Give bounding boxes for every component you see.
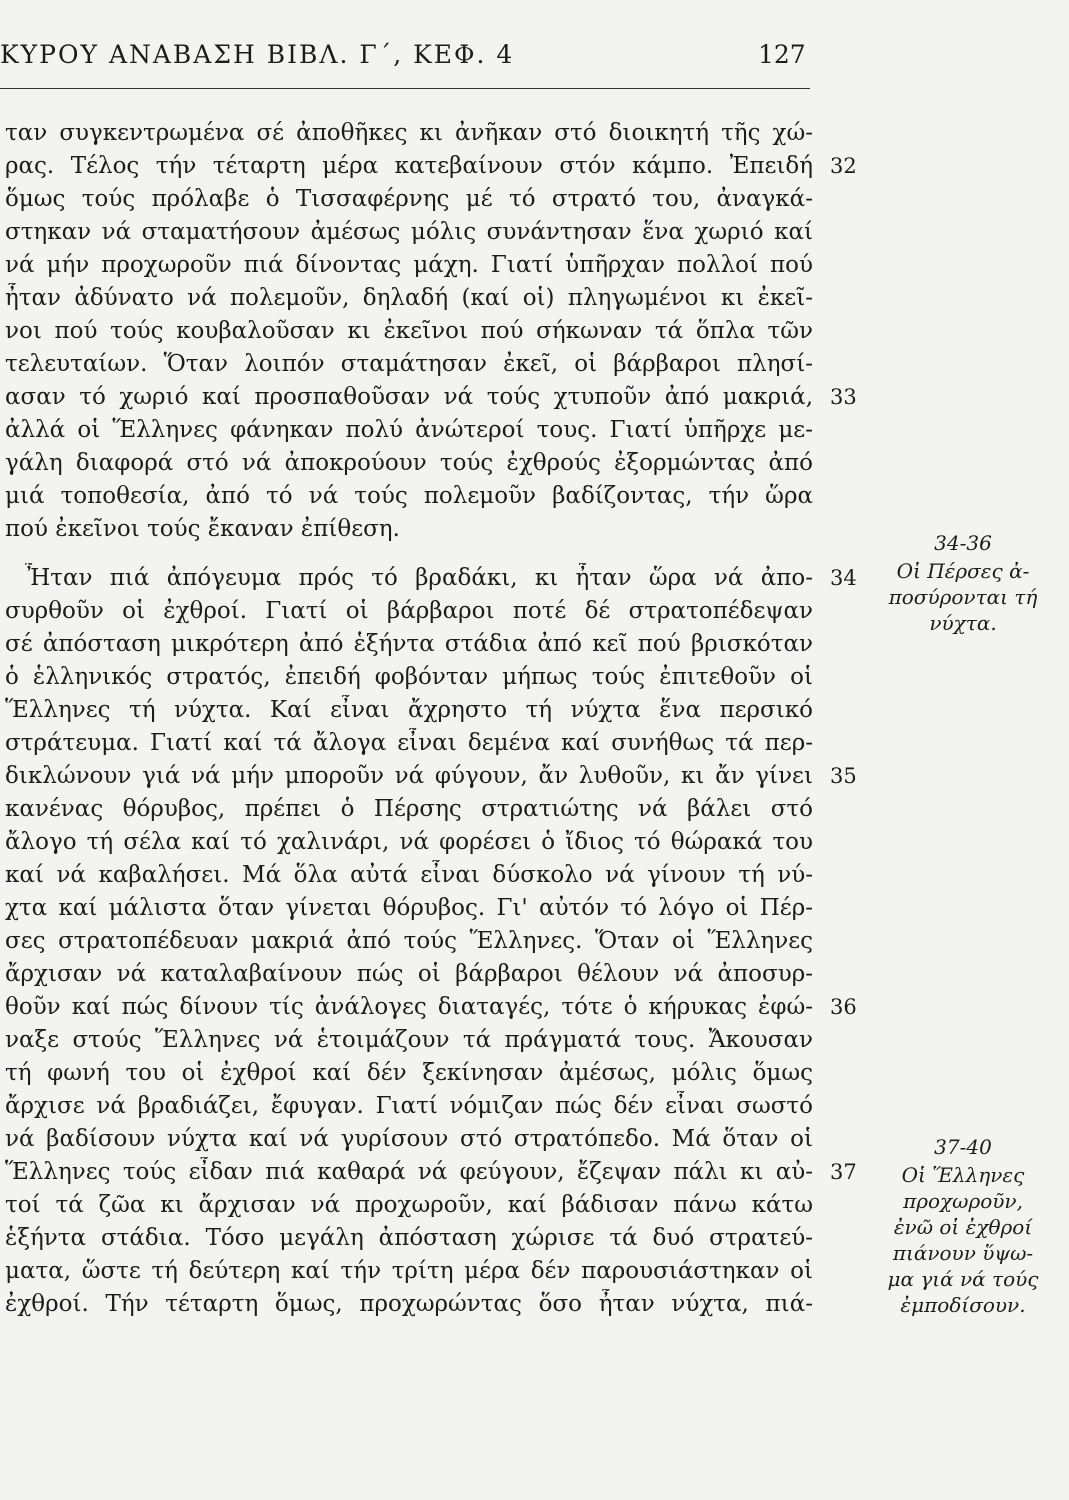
margin-note-line: ἐνῶ οἱ ἐχθροί [893,1215,1033,1239]
page-number: 127 [758,40,806,69]
margin-note [868,1134,1058,1318]
text-line: μιά τοποθεσία, ἀπό τό νά τούς πολεμοῦν βαδίζοντας, τήν ὥρα [5,483,813,509]
text-line: ναξε στούς Ἕλληνες νά ἑτοιμάζουν τά πράγματά τους. Ἄκουσαν [5,1027,813,1053]
text-line: ὅμως τούς πρόλαβε ὁ Τισσαφέρνης μέ τό στρατό του, ἀναγκά- [5,186,813,212]
text-line: ἄρχισαν νά καταλαβαίνουν πώς οἱ βάρβαροι θέλουν νά ἀποσυρ- [5,961,813,987]
text-line: νοι πού τούς κουβαλοῦσαν κι ἐκεῖνοι πού σήκωναν τά ὅπλα τῶν [5,318,813,344]
text-line: Ἕλληνες τούς εἶδαν πιά καθαρά νά φεύγουν, ἔζεψαν πάλι κι αὐ- [5,1159,813,1185]
section-number: 34 [830,566,857,590]
margin-note-range: 34-36 [934,531,992,555]
margin-note-line: προχωροῦν, [903,1189,1023,1213]
running-header-title: ΚΥΡΟΥ ΑΝΑΒΑΣΗ ΒΙΒΛ. Γ΄, ΚΕΦ. 4 [0,40,515,69]
text-line: ματα, ὥστε τή δεύτερη καί τήν τρίτη μέρα δέν παρουσιάστηκαν οἱ [5,1258,813,1284]
section-number: 33 [830,385,857,409]
text-line: στράτευμα. Γιατί καί τά ἄλογα εἶναι δεμένα καί συνήθως τά περ- [5,730,813,756]
section-number: 37 [830,1160,857,1184]
text-line: ἑξήντα στάδια. Τόσο μεγάλη ἀπόσταση χώρισε τά δυό στρατεύ- [5,1225,813,1251]
text-line: ἄρχισε νά βραδιάζει, ἔφυγαν. Γιατί νόμιζαν πώς δέν εἶναι σωστό [5,1093,813,1119]
text-line: τελευταίων. Ὅταν λοιπόν σταμάτησαν ἐκεῖ, οἱ βάρβαροι πλησί- [5,351,813,377]
margin-note-line: νύχτα. [929,611,997,635]
text-line: Ἦταν πιά ἀπόγευμα πρός τό βραδάκι, κι ἦταν ὥρα νά ἀπο- [25,565,813,591]
margin-note-line: πιάνουν ὕψω- [892,1241,1034,1265]
text-line: ἄλογο τή σέλα καί τό χαλινάρι, νά φορέσει ὁ ἴδιος τό θώρακά του [5,829,813,855]
section-number: 32 [830,154,857,178]
text-line: πού ἐκεῖνοι τούς ἔκαναν ἐπίθεση. [5,516,400,542]
text-line: νά μήν προχωροῦν πιά δίνοντας μάχη. Γιατί ὑπῆρχαν πολλοί πού [5,252,813,278]
margin-note-line: μα γιά νά τούς [887,1267,1039,1291]
text-line: καί νά καβαλήσει. Μά ὅλα αὐτά εἶναι δύσκολο νά γίνουν τή νύ- [5,862,813,888]
margin-note [868,530,1058,636]
text-line: σες στρατοπέδευαν μακριά ἀπό τούς Ἕλληνες. Ὅταν οἱ Ἕλληνες [5,928,813,954]
text-line: ἦταν ἀδύνατο νά πολεμοῦν, δηλαδή (καί οἱ) πληγωμένοι κι ἐκεῖ- [5,285,813,311]
text-line: τοί τά ζῶα κι ἄρχισαν νά προχωροῦν, καί βάδισαν πάνω κάτω [5,1192,813,1218]
text-line: τή φωνή του οἱ ἐχθροί καί δέν ξεκίνησαν ἀμέσως, μόλις ὅμως [5,1060,813,1086]
section-number: 35 [830,764,857,788]
text-line: δικλώνουν γιά νά μήν μποροῦν νά φύγουν, ἄν λυθοῦν, κι ἄν γίνει [5,763,813,789]
text-line: ασαν τό χωριό καί προσπαθοῦσαν νά τούς χτυποῦν ἀπό μακριά, [5,384,813,410]
margin-note-range: 37-40 [934,1135,992,1159]
text-line: ταν συγκεντρωμένα σέ ἀποθῆκες κι ἀνῆκαν στό διοικητή τῆς χώ- [5,120,813,146]
text-line: γάλη διαφορά στό νά ἀποκρούουν τούς ἐχθρούς ἐξορμώντας ἀπό [5,450,813,476]
section-number: 36 [830,995,857,1019]
header-rule [0,88,810,89]
margin-note-line: ποσύρονται τή [888,585,1038,609]
margin-note-line: Οἱ Πέρσες ἀ- [896,559,1030,583]
margin-note-line: Οἱ Ἕλληνες [901,1163,1025,1187]
text-line: ρας. Τέλος τήν τέταρτη μέρα κατεβαίνουν στόν κάμπο. Ἐπειδή [5,153,813,179]
margin-note-line: ἐμποδίσουν. [900,1293,1026,1317]
text-line: σέ ἀπόσταση μικρότερη ἀπό ἑξήντα στάδια ἀπό κεῖ πού βρισκόταν [5,631,813,657]
text-line: χτα καί μάλιστα ὅταν γίνεται θόρυβος. Γι' αὐτόν τό λόγο οἱ Πέρ- [5,895,813,921]
text-line: ἐχθροί. Τήν τέταρτη ὅμως, προχωρώντας ὅσο ἦταν νύχτα, πιά- [5,1291,813,1317]
text-line: ὁ ἑλληνικός στρατός, ἐπειδή φοβόνταν μήπως τούς ἐπιτεθοῦν οἱ [5,664,813,690]
text-line: στηκαν νά σταματήσουν ἀμέσως μόλις συνάντησαν ἕνα χωριό καί [5,219,813,245]
text-line: κανένας θόρυβος, πρέπει ὁ Πέρσης στρατιώτης νά βάλει στό [5,796,813,822]
text-line: συρθοῦν οἱ ἐχθροί. Γιατί οἱ βάρβαροι ποτέ δέ στρατοπέδεψαν [5,598,813,624]
text-line: νά βαδίσουν νύχτα καί νά γυρίσουν στό στρατόπεδο. Μά ὅταν οἱ [5,1126,813,1152]
text-line: ἀλλά οἱ Ἕλληνες φάνηκαν πολύ ἀνώτεροί τους. Γιατί ὑπῆρχε με- [5,417,813,443]
text-line: θοῦν καί πώς δίνουν τίς ἀνάλογες διαταγές, τότε ὁ κήρυκας ἐφώ- [5,994,813,1020]
text-line: Ἕλληνες τή νύχτα. Καί εἶναι ἄχρηστο τή νύχτα ἕνα περσικό [5,697,813,723]
